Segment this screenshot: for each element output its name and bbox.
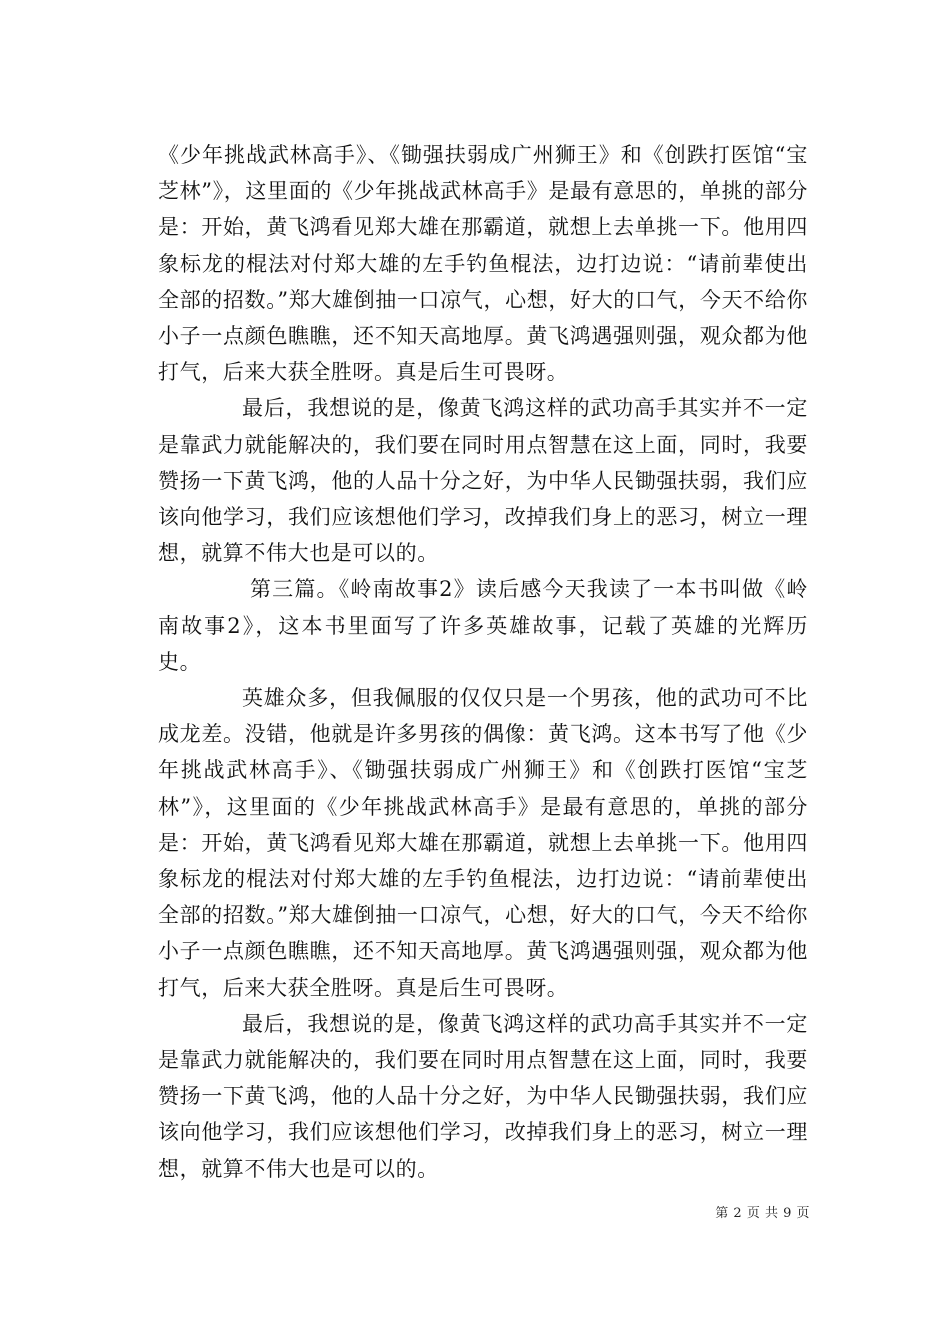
paragraph-hero: 英雄众多，但我佩服的仅仅只是一个男孩，他的武功可不比成龙差。没错，他就是许多男孩的偶像：黄飞鸿。这本书写了他《少年挑战武林高手》、《锄强扶弱成广州狮王》和《创跌打医馆“宝芝林”》，这里面的《少年挑战武林高手》是最有意思的，单挑的部分是：开始，黄飞鸿看见郑大雄在那霸道，就想上去单挑一下。他用四象标龙的棍法对付郑大雄的左手钓鱼棍法，边打边说：“请前辈使出全部的招数。”郑大雄倒抽一口凉气，心想，好大的口气，今天不给你小子一点颜色瞧瞧，还不知天高地厚。黄飞鸿遇强则强，观众都为他打气，后来大获全胜呀。真是后生可畏呀。 xyxy=(158,686,808,1000)
paragraph-conclusion: 最后，我想说的是，像黄飞鸿这样的武功高手其实并不一定是靠武力就能解决的，我们要在同时用点智慧在这上面，同时，我要赞扬一下黄飞鸿，他的人品十分之好，为中华人民锄强扶弱，我们应该向他学习，我们应该想他们学习，改掉我们身上的恶习，树立一理想，就算不伟大也是可以的。 xyxy=(158,396,808,566)
page-number-footer: 第 2 页 共 9 页 xyxy=(715,1206,810,1221)
body-text xyxy=(158,137,808,1187)
paragraph-continued: 《少年挑战武林高手》、《锄强扶弱成广州狮王》和《创跌打医馆“宝芝林”》，这里面的《少年挑战武林高手》是最有意思的，单挑的部分是：开始，黄飞鸿看见郑大雄在那霸道，就想上去单挑一下。他用四象标龙的棍法对付郑大雄的左手钓鱼棍法，边打边说：“请前辈使出全部的招数。”郑大雄倒抽一口凉气，心想，好大的口气，今天不给你小子一点颜色瞧瞧，还不知天高地厚。黄飞鸿遇强则强，观众都为他打气，后来大获全胜呀。真是后生可畏呀。 xyxy=(158,143,808,385)
paragraph-section-heading: 第三篇。《岭南故事2》读后感今天我读了一本书叫做《岭南故事2》，这本书里面写了许多英雄故事，记载了英雄的光辉历史。 xyxy=(158,577,808,674)
paragraph-conclusion-repeat: 最后，我想说的是，像黄飞鸿这样的武功高手其实并不一定是靠武力就能解决的，我们要在同时用点智慧在这上面，同时，我要赞扬一下黄飞鸿，他的人品十分之好，为中华人民锄强扶弱，我们应该向他学习，我们应该想他们学习，改掉我们身上的恶习，树立一理想，就算不伟大也是可以的。 xyxy=(158,1011,808,1181)
